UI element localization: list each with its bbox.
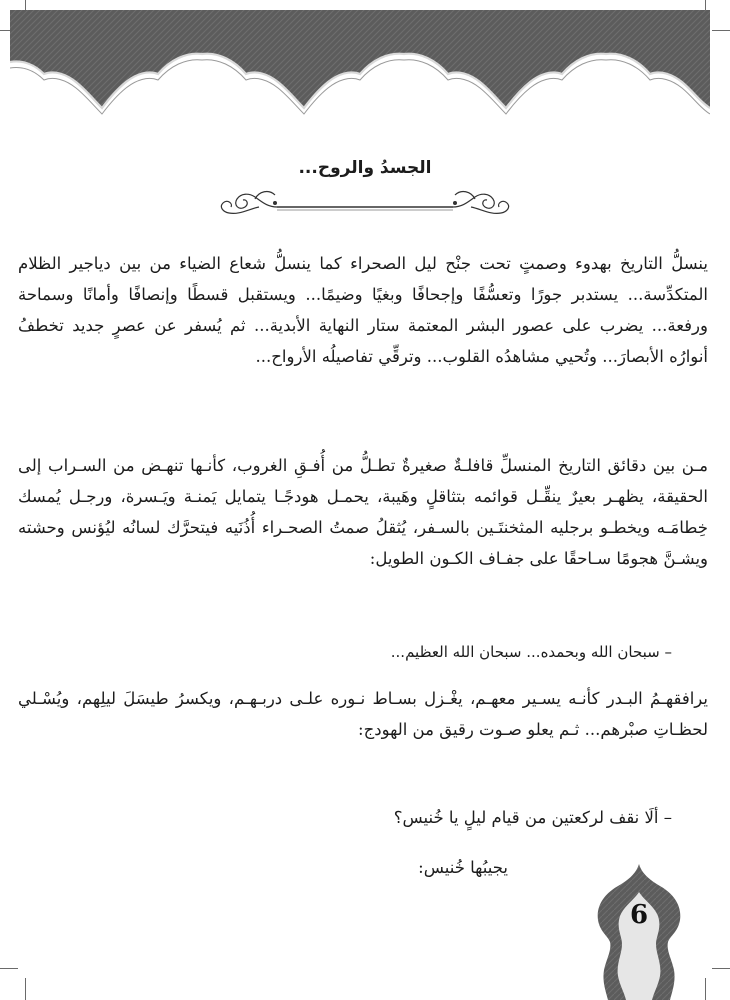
chapter-title: الجسدُ والروح... (298, 158, 432, 178)
dialogue-line: – ألَا نقف لركعتين من قيام ليلٍ يا خُنيس؟ (393, 808, 672, 827)
crop-mark (25, 978, 26, 1000)
crop-mark (705, 978, 706, 1000)
ornament-divider-icon (215, 185, 515, 219)
page-badge-icon (590, 862, 688, 1000)
paragraph: يرافقهـمُ البـدر كأنـه يسـير معهـم، يغْـزل بسـاط نـوره علـى دربـهـم، ويكسرُ طيسَلَ ليلِهم، ويُسْـلي لحظـاتِ صبْرهم... ثـم يعلو صـوت رقيق من الهودج: (18, 689, 708, 739)
paragraph: مـن بين دقائق التاريخ المنسلِّ قافلـةٌ صغيرةٌ تطـلُّ من أُفـقِ الغروب، كأنـها تنهـض من السـراب إلى الحقيقة، يظهـر بعيرٌ ينقِّـل قوائمه بتثاقلٍ وهَيبة، يحمـل هودجًـا يتمايل يَمنـة ويَـسرة، ورجـل يُمسك خِطامَـه ويخطـو برجليه المثخنتَـين بالسـفر، يُثقلُ صمتُ الصحـراء أُذُنَيه فيتحرَّك لسانُه ليُؤنس وحشته ويشـنَّ هجومًا سـاحقًا على جفـاف الكـون الطويل: (18, 456, 708, 568)
paragraph: يجيبُها خُنيس: (418, 858, 508, 877)
crop-mark (0, 968, 18, 969)
crop-mark (712, 968, 730, 969)
dialogue-line: – سبحان الله وبحمده... سبحان الله العظيم... (390, 643, 672, 661)
header-arch-band (10, 10, 710, 130)
page-number: 6 (629, 900, 649, 930)
crop-mark (712, 30, 730, 31)
paragraph: ينسلُّ التاريخ بهدوء وصمتٍ تحت جنْح ليل الصحراء كما ينسلُّ شعاع الضياء من بين دياجير الظلام المتكدِّسة... يستدبر جورًا وتعسُّفًا وإجحافًا وبغيًا وضيمًا... ويستقبل قسطًا وإنصافًا وأمانًا وسماحة ورفعة... يضرب على عصور البشر المعتمة ستار النهاية الأبدية... ثم يُسفر عن عصرٍ جديد تخطفُ أنوارُه الأبصارَ... وتُحيي مشاهدُه القلوب... وترقِّي تفاصيلُه الأرواح... (18, 254, 708, 366)
